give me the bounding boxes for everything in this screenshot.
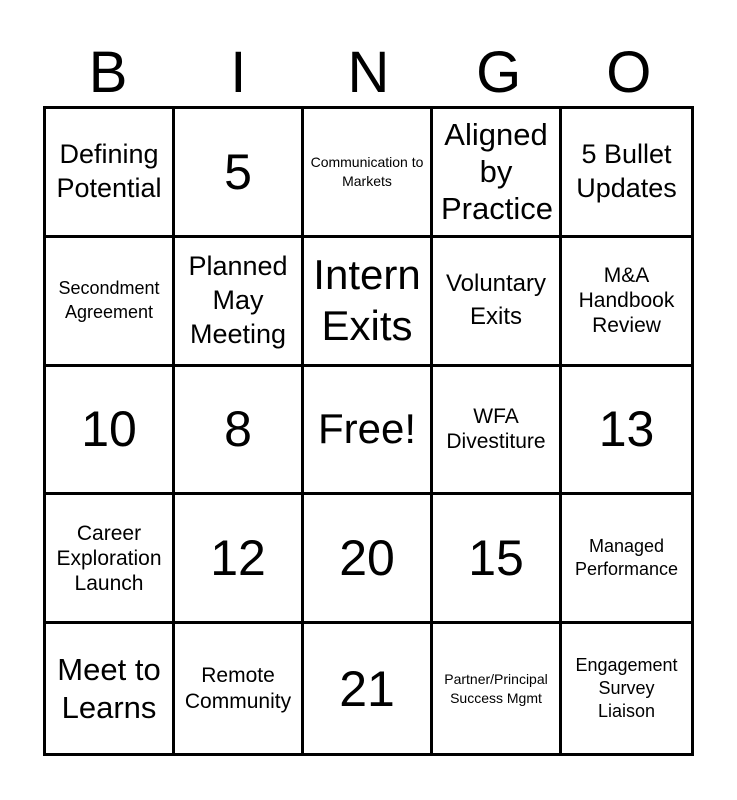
cell-text: 10 xyxy=(81,401,137,458)
bingo-cell[interactable] xyxy=(46,238,175,367)
bingo-cell[interactable] xyxy=(562,495,691,624)
cell-text: Partner/Principal Success Mgmt xyxy=(444,670,548,706)
bingo-cell[interactable] xyxy=(304,238,433,367)
bingo-cell[interactable] xyxy=(175,624,304,753)
cell-text: M&A Handbook Review xyxy=(578,263,675,338)
bingo-cell[interactable] xyxy=(304,495,433,624)
bingo-cell[interactable] xyxy=(562,624,691,753)
header-letter-g: G xyxy=(476,40,522,105)
cell-text: Managed Performance xyxy=(574,535,679,580)
bingo-cell[interactable] xyxy=(433,238,562,367)
bingo-cell[interactable] xyxy=(433,495,562,624)
free-space-text: Free! xyxy=(317,405,417,453)
header-letter-i: I xyxy=(230,40,247,105)
header-letter-o: O xyxy=(606,40,652,105)
bingo-cell[interactable] xyxy=(175,109,304,238)
bingo-cell[interactable] xyxy=(562,109,691,238)
cell-text: 5 Bullet Updates xyxy=(576,139,677,203)
cell-text: Aligned by Practice xyxy=(441,117,553,227)
bingo-cell[interactable] xyxy=(433,367,562,496)
bingo-cell[interactable] xyxy=(562,238,691,367)
header-letter-b: B xyxy=(88,40,128,105)
bingo-cell[interactable] xyxy=(562,367,691,496)
header-letter-n: N xyxy=(347,40,390,105)
cell-text: 8 xyxy=(224,401,252,458)
cell-text: 21 xyxy=(339,660,395,717)
cell-text: 15 xyxy=(468,530,524,587)
cell-text: Secondment Agreement xyxy=(58,278,160,322)
cell-text: Meet to Learns xyxy=(57,652,161,725)
cell-text: 20 xyxy=(339,530,395,587)
cell-text: Communication to Markets xyxy=(310,154,424,189)
bingo-cell[interactable] xyxy=(46,367,175,496)
bingo-cell[interactable] xyxy=(46,495,175,624)
bingo-cell[interactable] xyxy=(304,109,433,238)
cell-text: Planned May Meeting xyxy=(188,251,288,349)
cell-text: 12 xyxy=(210,530,266,587)
bingo-board xyxy=(43,106,694,756)
cell-text: Defining Potential xyxy=(56,139,162,203)
bingo-cell[interactable] xyxy=(175,367,304,496)
cell-text: 13 xyxy=(598,401,655,458)
bingo-cell[interactable] xyxy=(46,109,175,238)
cell-text: 5 xyxy=(224,143,252,200)
bingo-cell[interactable] xyxy=(433,624,562,753)
cell-text: Voluntary Exits xyxy=(445,270,547,330)
free-space-cell[interactable] xyxy=(304,367,433,496)
bingo-cell[interactable] xyxy=(433,109,562,238)
bingo-cell[interactable] xyxy=(175,238,304,367)
cell-text: Career Exploration Launch xyxy=(56,521,162,595)
bingo-header xyxy=(43,40,694,106)
cell-text: Remote Community xyxy=(184,664,292,713)
cell-text: Intern Exits xyxy=(313,251,421,349)
bingo-cell[interactable] xyxy=(304,624,433,753)
bingo-cell[interactable] xyxy=(175,495,304,624)
cell-text: Engagement Survey Liaison xyxy=(575,654,678,722)
bingo-cell[interactable] xyxy=(46,624,175,753)
cell-text: WFA Divestiture xyxy=(446,405,546,454)
